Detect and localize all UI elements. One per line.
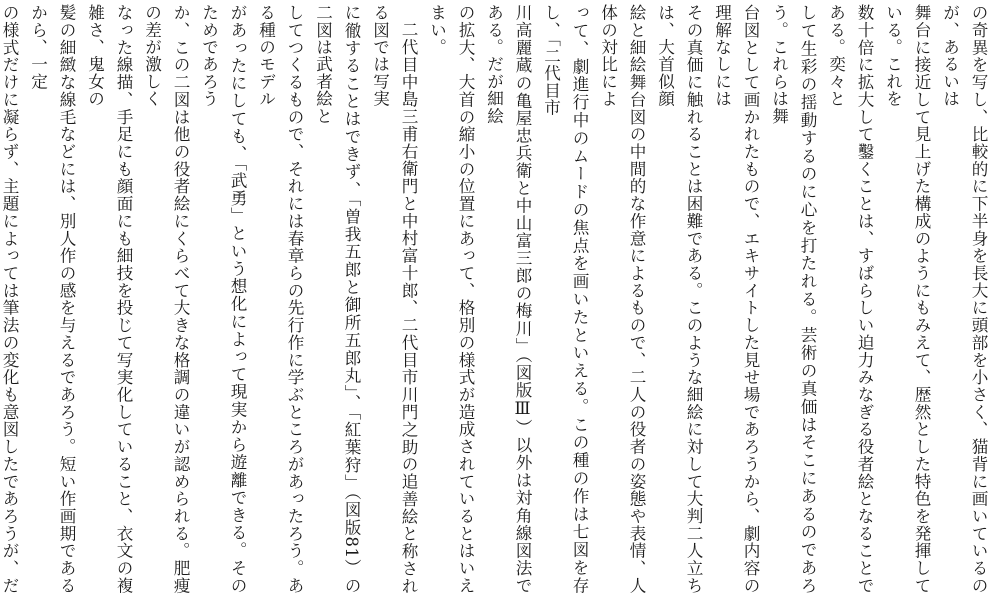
text-line: 二代目中島三甫右衛門と中村富十郎、二代目市川門之助の追善絵と称される図では写実 <box>370 4 418 594</box>
text-line: に徹することはできず、「曽我五郎と御所五郎丸」、「紅葉狩」（図版81）の二図は武者絵と <box>313 4 361 594</box>
text-line: 絵と細絵舞台図の中間的な作意によるもので、二人の役者の姿態や表情、人体の対比によ <box>598 4 646 594</box>
text-line: してつくるもので、それには春章らの先行作に学ぶところがあったろう。ある種のモデル <box>256 4 304 594</box>
text-line: の奇異を写し、比較的に下半身を長大に頭部を小さく、猫背に画いているのが、あるいは <box>940 4 988 594</box>
vertical-text-body <box>0 4 992 594</box>
text-line: 髪の細緻な線毛などには、別人作の感を与えるであろう。短い作画期であるから、一定 <box>28 4 76 594</box>
text-line: 数十倍に拡大して鑿くことは、すばらしい迫力みなぎる役者絵となることである。奕々と <box>826 4 874 594</box>
text-line: の様式だけに凝らず、主題によっては筆法の変化も意図したであろうが、だ <box>0 4 19 594</box>
text-line: 川高麗蔵の亀屋忠兵衛と中山富三郎の梅川」（図版Ⅲ）以外は対角線図法である。だが細絵 <box>484 4 532 594</box>
text-line: なった線描、手足にも顔面にも細技を投じて写実化していること、衣文の複雑さ、鬼女の <box>85 4 133 594</box>
text-line: 台図として画かれたもので、エキサイトした見せ場であろうから、劇内容の理解なしには <box>712 4 760 594</box>
text-line: して生彩の揺動するのに心を打たれる。芸術の真価はそこにあるのであろう。これらは舞 <box>769 4 817 594</box>
text-line: の拡大、大首の縮小の位置にあって、格別の様式が造成されているとはいえまい。 <box>427 4 475 594</box>
text-line: その真価に触れることは困難である。このような細絵に対して大判二人立ちは、大首似顔 <box>655 4 703 594</box>
text-line: 舞台に接近して見上げた構成のようにもみえて、歴然とした特色を発揮している。これを <box>883 4 931 594</box>
text-line: って、劇進行中のムードの焦点を画いたといえる。この種の作は七図を存し、「二代目市 <box>541 4 589 594</box>
text-line: があったにしても、「武勇」という想化によって現実から遊離できる。そのためであろう <box>199 4 247 594</box>
text-line: か、この二図は他の役者絵にくらべて大きな格調の違いが認められる。肥痩の差が激しく <box>142 4 190 594</box>
